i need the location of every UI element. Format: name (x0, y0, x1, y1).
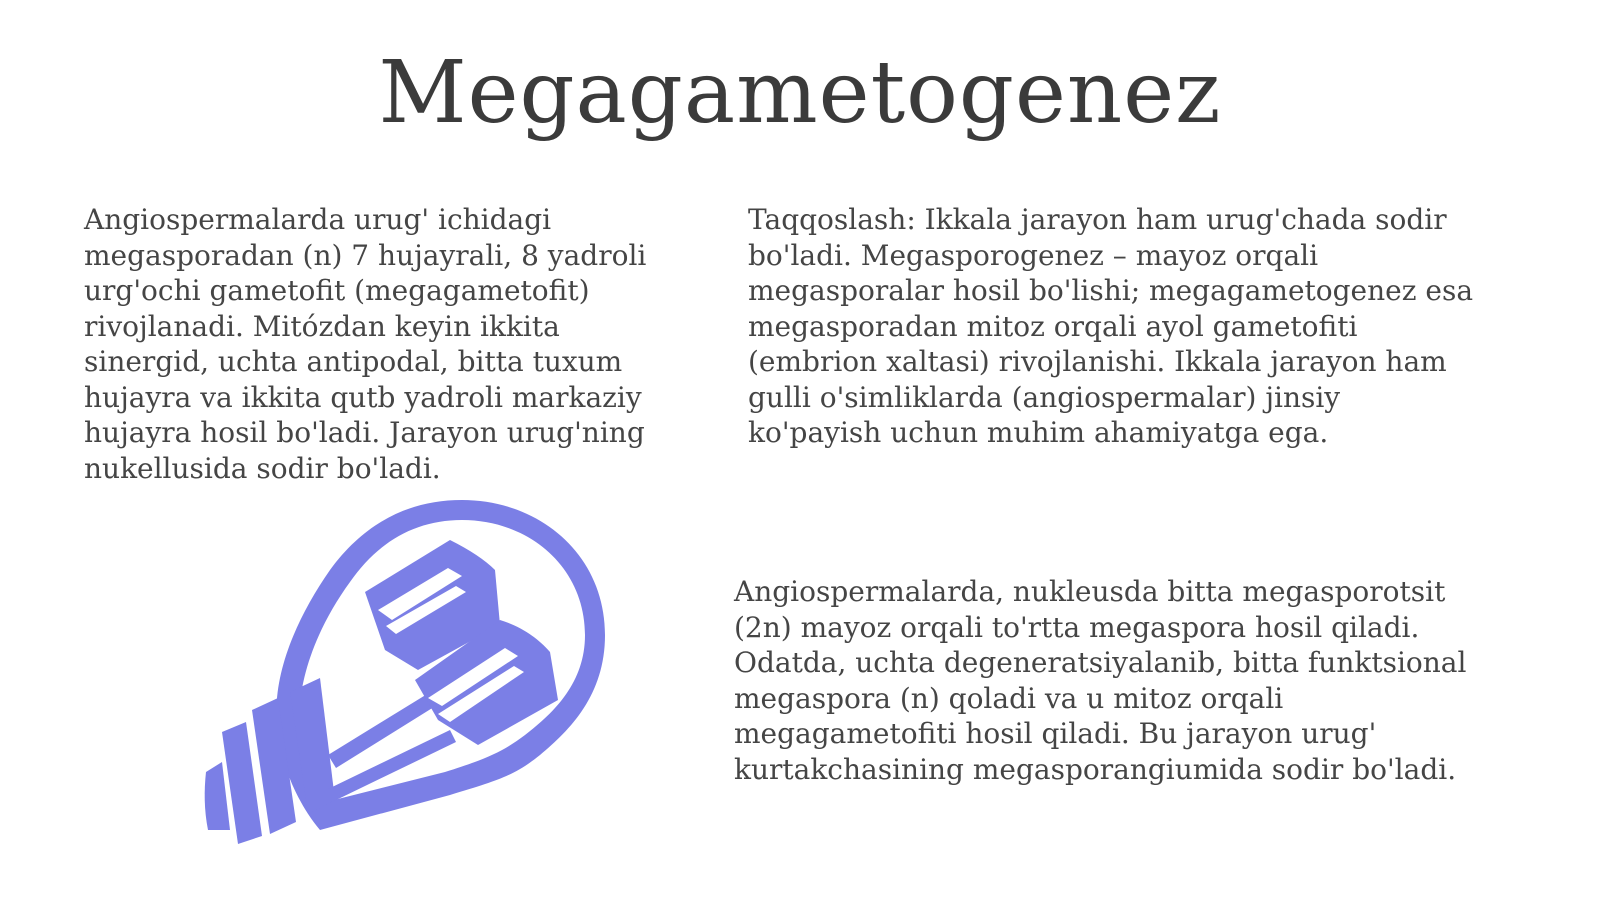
right-top-paragraph: Taqqoslash: Ikkala jarayon ham urug'chada sodir bo'ladi. Megasporogenez – mayoz orqali megasporalar hosil bo'lishi; megagametogenez esa megasporadan mitoz orqali ayol gametofiti (embrion xaltasi) rivojlanishi. Ikkala jarayon ham gulli o'simliklarda (angiospermalar) jinsiy ko'payish uchun muhim ahamiyatga ega. (748, 203, 1474, 449)
slide-title: Megagametogenez (378, 43, 1222, 143)
left-paragraph: Angiospermalarda urug' ichidagi megasporadan (n) 7 hujayrali, 8 yadroli urg'ochi gametofit (megagametofit) rivojlanadi. Mitózdan keyin ikkita sinergid, uchta antipodal, bitta tuxum hujayra va ikkita qutb yadroli markaziy hujayra hosil bo'ladi. Jarayon urug'ning nukellusida sodir bo'ladi. (84, 203, 647, 485)
right-bottom-paragraph: Angiospermalarda, nukleusda bitta megasporotsit (2n) mayoz orqali to'rtta megaspora hosil qiladi. Odatda, uchta degeneratsiyalanib, bitta funktsional megaspora (n) qoladi va u mitoz orqali megagametofiti hosil qiladi. Bu jarayon urug' kurtakchasining megasporangiumida sodir bo'ladi. (734, 575, 1467, 786)
lightbulb-book-icon (200, 500, 620, 850)
